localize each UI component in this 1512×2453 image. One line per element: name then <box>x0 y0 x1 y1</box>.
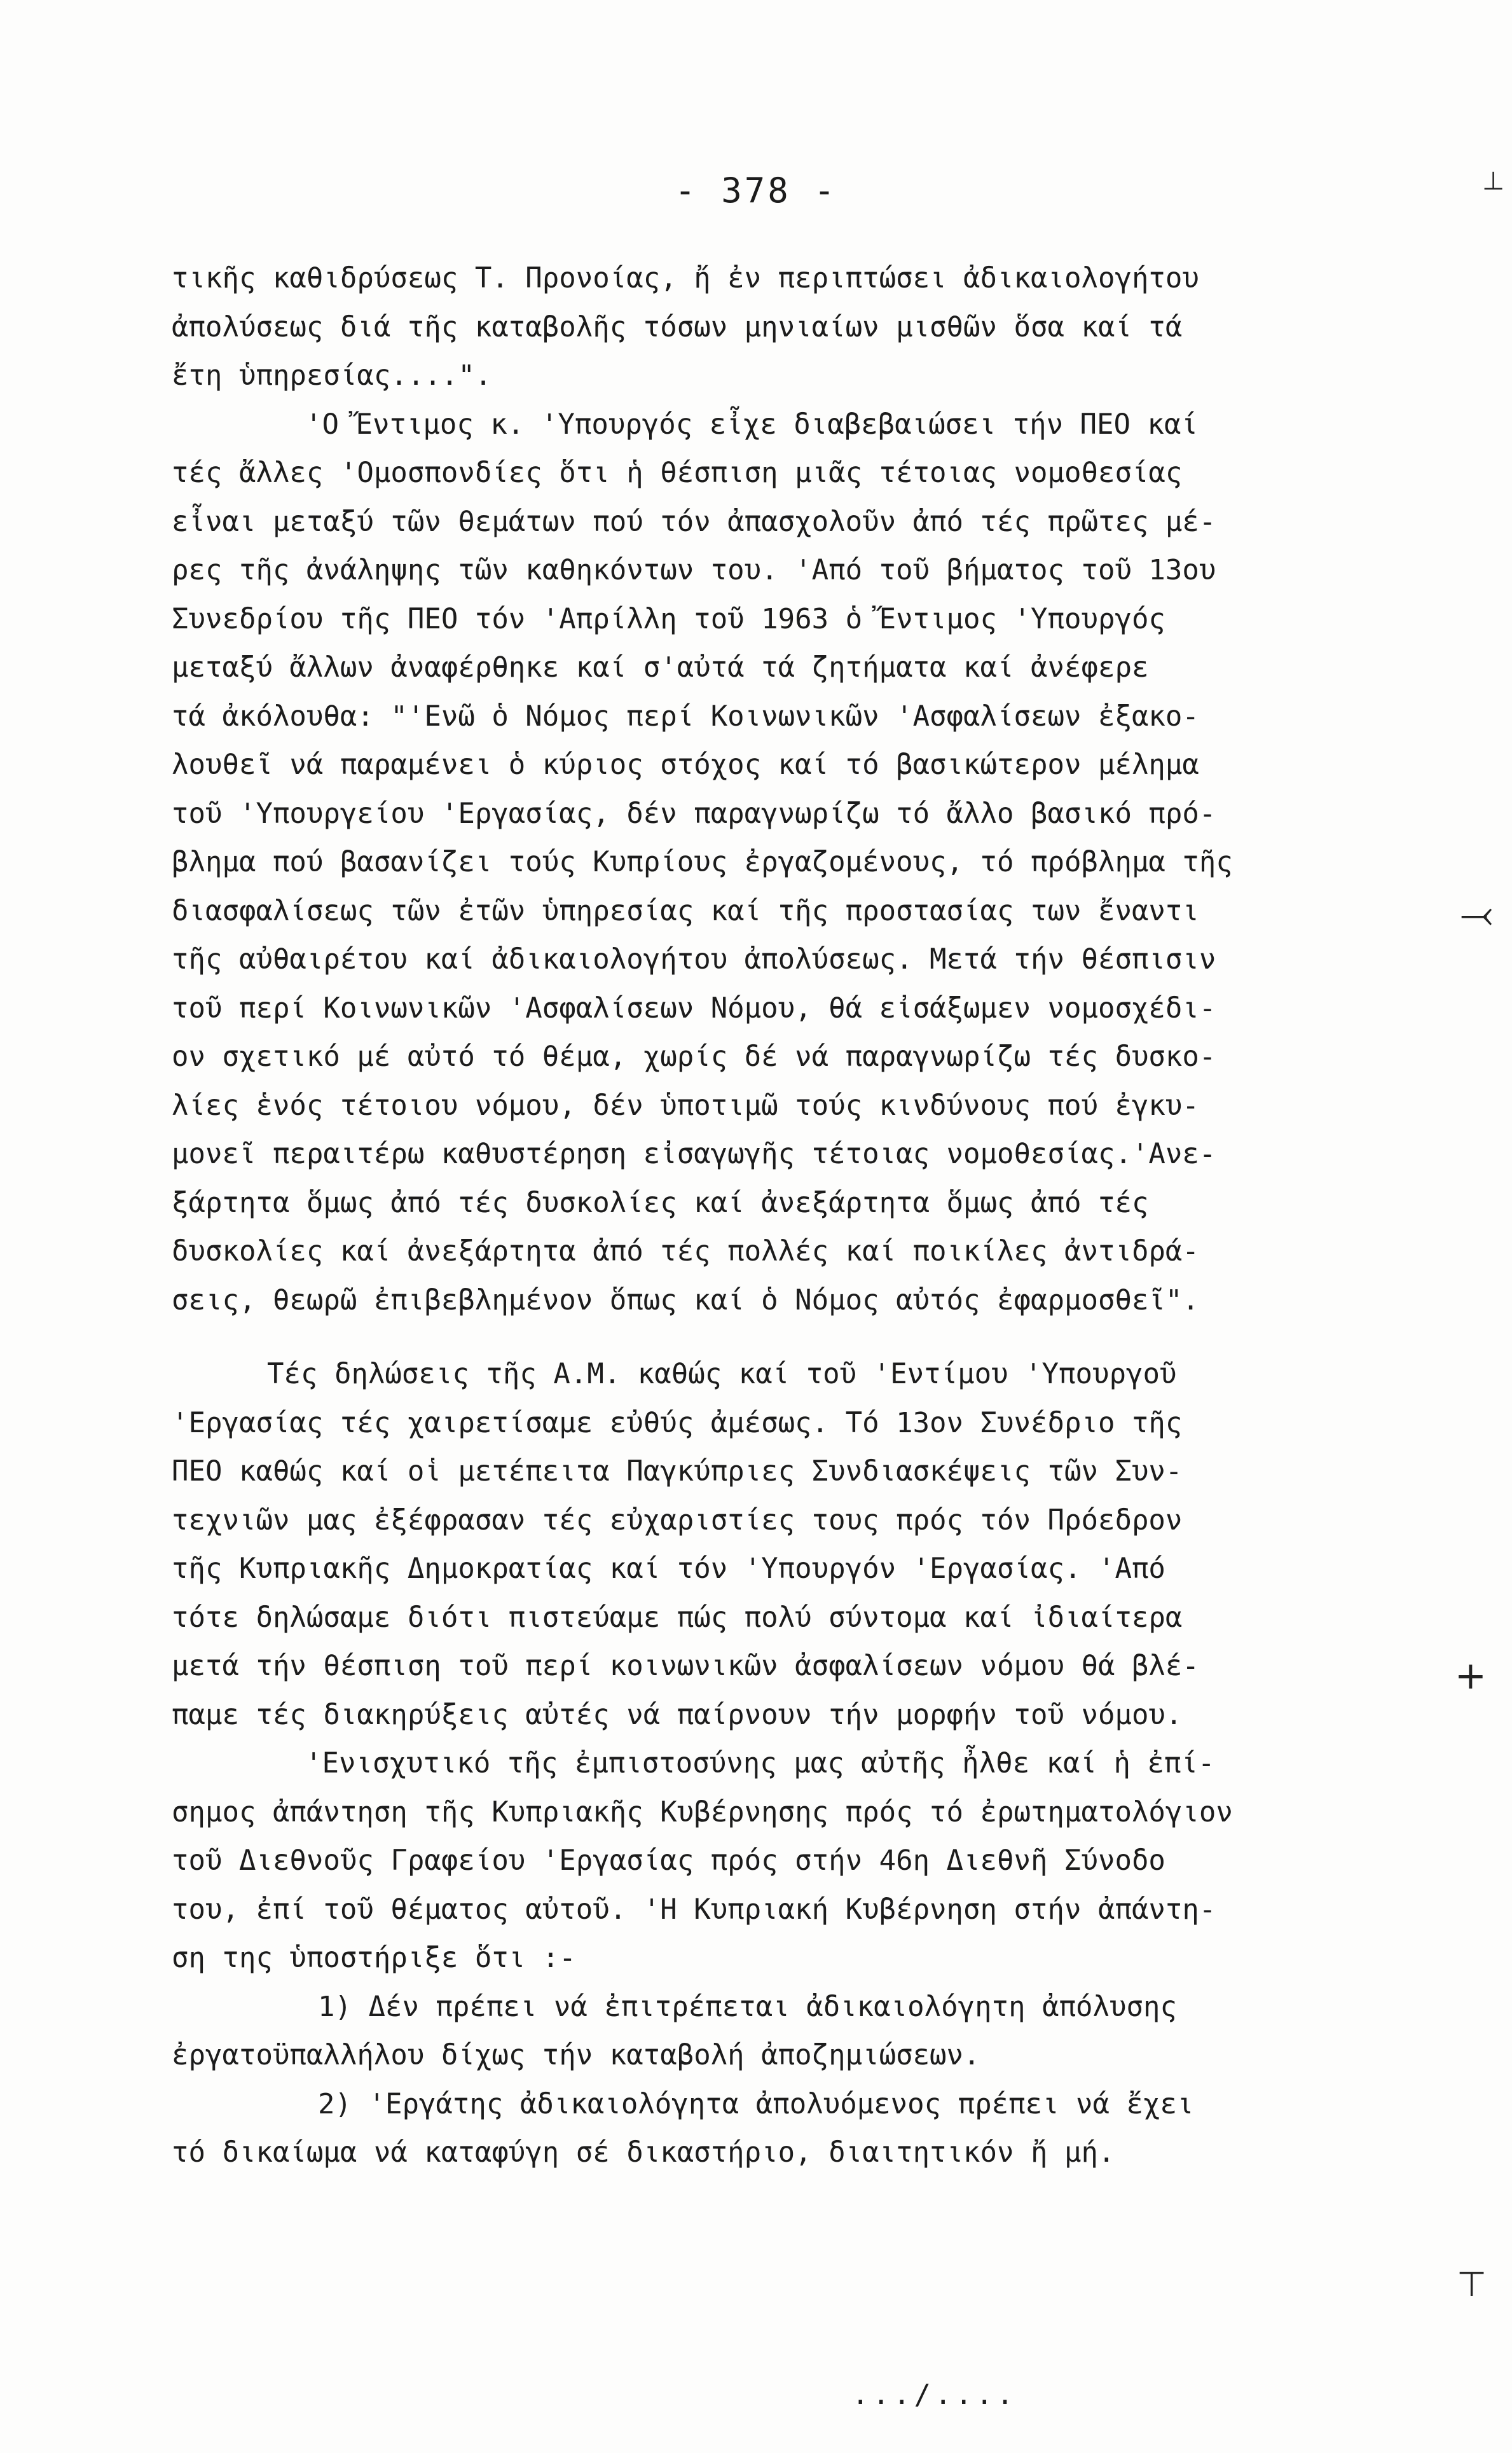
text-line: 1) Δέν πρέπει νά ἐπιτρέπεται ἀδικαιολόγητη ἀπόλυσης <box>318 1990 1178 2023</box>
text-line: μετά τήν θέσπιση τοῦ περί κοινωνικῶν ἀσφαλίσεων νόμου θά βλέ- <box>172 1650 1199 1682</box>
text-line: μεταξύ ἄλλων ἀναφέρθηκε καί σ'αὐτά τά ζητήματα καί ἀνέφερε <box>172 651 1149 684</box>
text-line: τό δικαίωμα νά καταφύγη σέ δικαστήριο, διαιτητικόν ἤ μή. <box>172 2136 1115 2169</box>
text-line: ρες τῆς ἀνάληψης τῶν καθηκόντων του. 'Από τοῦ βήματος τοῦ 13ου <box>172 554 1216 586</box>
body-text <box>172 254 1316 2178</box>
text-line: βλημα πού βασανίζει τούς Κυπρίους ἐργαζομένους, τό πρόβλημα τῆς <box>172 846 1233 878</box>
text-line: ἐργατοϋπαλλήλου δίχως τήν καταβολή ἀποζημιώσεων. <box>172 2039 980 2071</box>
text-line: τικῆς καθιδρύσεως Τ. Προνοίας, ἤ ἐν περιπτώσει ἀδικαιολογήτου <box>172 262 1199 294</box>
margin-arrow-icon: ⤙ <box>1460 890 1493 937</box>
text-line: τοῦ περί Κοινωνικῶν 'Ασφαλίσεων Νόμου, θά εἰσάξωμεν νομοσχέδι- <box>172 992 1216 1025</box>
text-line: 2) 'Εργάτης ἀδικαιολόγητα ἀπολυόμενος πρέπει νά ἔχει <box>318 2087 1194 2120</box>
text-line: Τές δηλώσεις τῆς Α.Μ. καθώς καί τοῦ 'Εντίμου 'Υπουργοῦ <box>267 1358 1177 1390</box>
text-line: 'Εργασίας τές χαιρετίσαμε εὐθύς ἀμέσως. Τό 13ον Συνέδριο τῆς <box>172 1406 1183 1439</box>
text-line: τές ἄλλες 'Ομοσπονδίες ὅτι ἡ θέσπιση μιᾶς τέτοιας νομοθεσίας <box>172 457 1183 489</box>
text-line: ον σχετικό μέ αὐτό τό θέμα, χωρίς δέ νά παραγνωρίζω τές δυσκο- <box>172 1040 1216 1073</box>
text-line: σημος ἀπάντηση τῆς Κυπριακῆς Κυβέρνησης πρός τό ἐρωτηματολόγιον <box>172 1795 1233 1828</box>
corner-mark-icon: ⊥ <box>1482 167 1504 196</box>
paragraph-gap <box>172 1325 1316 1350</box>
text-line: 'Ο Ἔντιμος κ. 'Υπουργός εἶχε διαβεβαιώσει τήν ΠΕΟ καί <box>305 408 1198 441</box>
text-line: εἶναι μεταξύ τῶν θεμάτων πού τόν ἀπασχολοῦν ἀπό τές πρῶτες μέ- <box>172 505 1216 538</box>
text-line: διασφαλίσεως τῶν ἐτῶν ὑπηρεσίας καί τῆς προστασίας των ἔναντι <box>172 894 1199 927</box>
text-line: σεις, θεωρῶ ἐπιβεβλημένον ὅπως καί ὁ Νόμος αὐτός ἐφαρμοσθεῖ". <box>172 1283 1199 1316</box>
text-line: παμε τές διακηρύξεις αὐτές νά παίρνουν τήν μορφήν τοῦ νόμου. <box>172 1698 1183 1731</box>
text-line: ξάρτητα ὅμως ἀπό τές δυσκολίες καί ἀνεξάρτητα ὅμως ἀπό τές <box>172 1186 1149 1219</box>
text-line: του, ἐπί τοῦ θέματος αὐτοῦ. 'Η Κυπριακή Κυβέρνηση στήν ἀπάντη- <box>172 1893 1216 1926</box>
text-line: ση της ὑποστήριξε ὅτι :- <box>172 1942 576 1974</box>
continuation-marker: .../.... <box>852 2379 1017 2411</box>
text-line: τῆς Κυπριακῆς Δημοκρατίας καί τόν 'Υπουργόν 'Εργασίας. 'Από <box>172 1552 1165 1585</box>
text-line: τά ἀκόλουθα: "'Ενῶ ὁ Νόμος περί Κοινωνικῶν 'Ασφαλίσεων ἐξακο- <box>172 700 1199 733</box>
text-line: λίες ἑνός τέτοιου νόμου, δέν ὑποτιμῶ τούς κινδύνους πού ἐγκυ- <box>172 1089 1199 1122</box>
margin-cross-icon: + <box>1454 1654 1487 1698</box>
text-line: ἔτη ὑπηρεσίας....". <box>172 359 492 392</box>
text-line: Συνεδρίου τῆς ΠΕΟ τόν 'Απρίλλη τοῦ 1963 ὁ Ἔντιμος 'Υπουργός <box>172 602 1165 635</box>
text-line: ΠΕΟ καθώς καί οἱ μετέπειτα Παγκύπριες Συνδιασκέψεις τῶν Συν- <box>172 1455 1183 1488</box>
text-line: τεχνιῶν μας ἐξέφρασαν τές εὐχαριστίες τους πρός τόν Πρόεδρον <box>172 1503 1183 1537</box>
text-line: μονεῖ περαιτέρω καθυστέρηση εἰσαγωγῆς τέτοιας νομοθεσίας.'Ανε- <box>172 1138 1216 1170</box>
text-line: τότε δηλώσαμε διότι πιστεύαμε πώς πολύ σύντομα καί ἰδιαίτερα <box>172 1601 1183 1634</box>
text-line: τοῦ 'Υπουργείου 'Εργασίας, δέν παραγνωρίζω τό ἄλλο βασικό πρό- <box>172 797 1216 830</box>
text-line: λουθεῖ νά παραμένει ὁ κύριος στόχος καί τό βασικώτερον μέλημα <box>172 749 1199 781</box>
text-line: δυσκολίες καί ἀνεξάρτητα ἀπό τές πολλές καί ποικίλες ἀντιδρά- <box>172 1235 1199 1268</box>
text-line: τοῦ Διεθνοῦς Γραφείου 'Εργασίας πρός στήν 46η Διεθνῆ Σύνοδο <box>172 1844 1165 1877</box>
page-number: - 378 - <box>675 170 837 211</box>
margin-tee-icon: ⊤ <box>1456 2264 1487 2304</box>
text-line: τῆς αὐθαιρέτου καί ἀδικαιολογήτου ἀπολύσεως. Μετά τήν θέσπισιν <box>172 943 1216 976</box>
text-line: 'Ενισχυτικό τῆς ἐμπιστοσύνης μας αὐτῆς ἦλθε καί ἡ ἐπί- <box>305 1747 1215 1779</box>
text-line: ἀπολύσεως διά τῆς καταβολῆς τόσων μηνιαίων μισθῶν ὅσα καί τά <box>172 310 1183 343</box>
